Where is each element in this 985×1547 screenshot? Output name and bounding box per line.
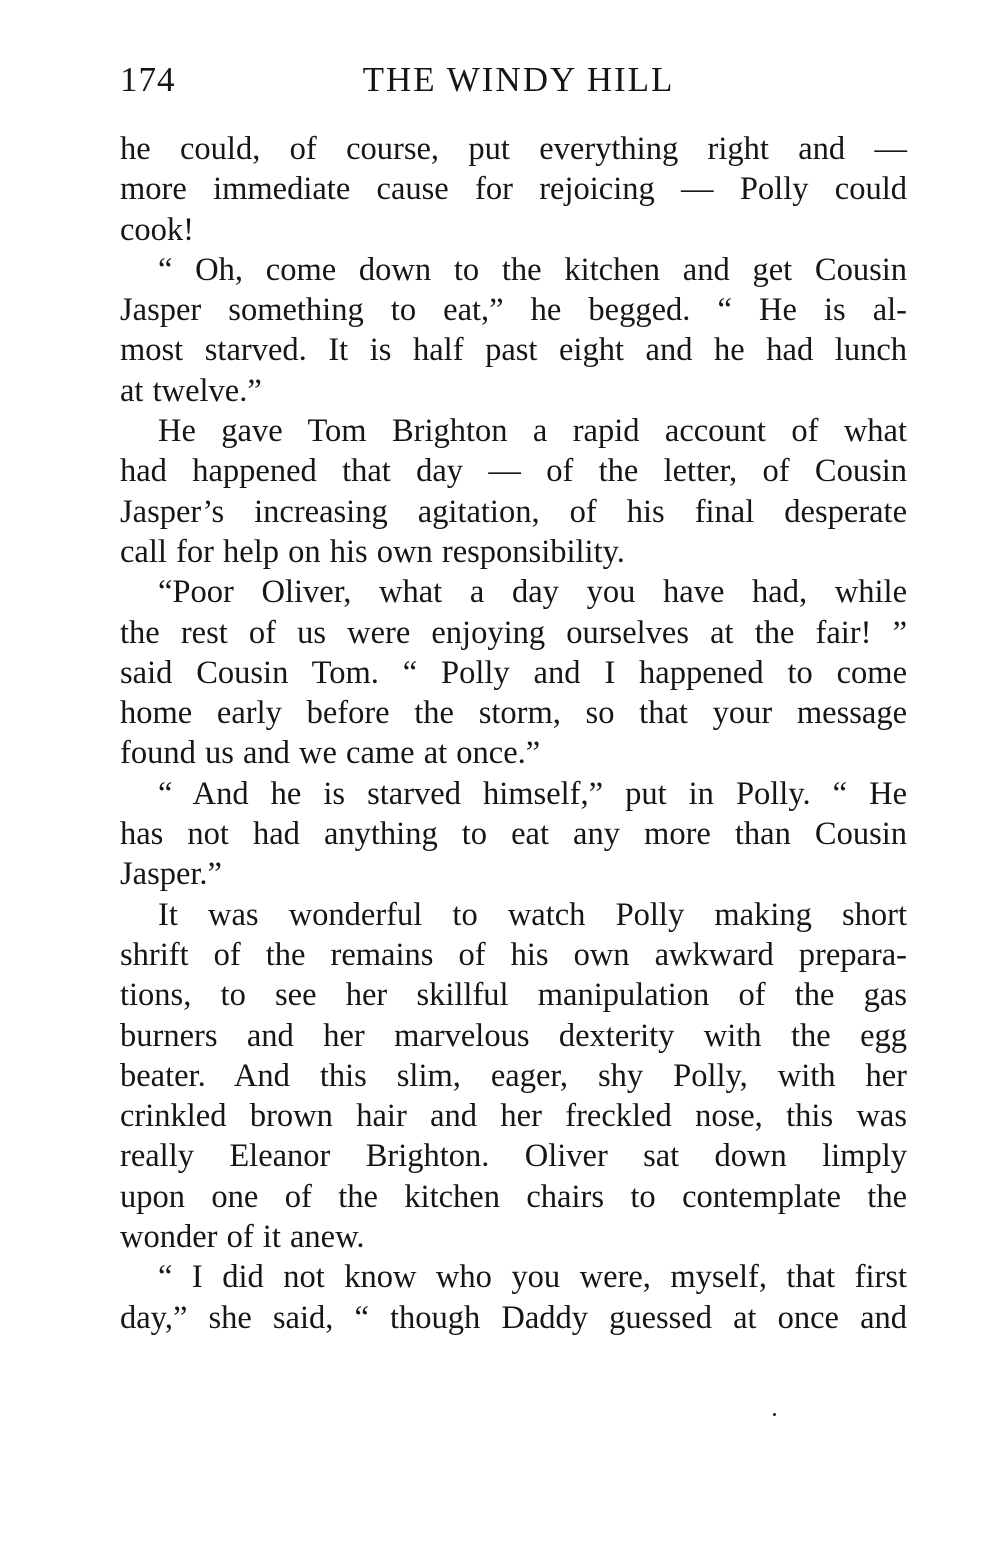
text-line: Jasper something to eat,” he begged. “ He is al- — [120, 292, 907, 329]
text-line: he could, of course, put everything right and — — [120, 131, 907, 167]
page-number: 174 — [120, 60, 176, 99]
text-line: most starved. It is half past eight and he had lunch — [120, 332, 907, 369]
text-line: really Eleanor Brighton. Oliver sat down limply — [120, 1138, 907, 1175]
text-line: Jasper’s increasing agitation, of his final desperate — [120, 493, 907, 530]
text-line: burners and her marvelous dexterity with the egg — [120, 1017, 907, 1054]
running-title: THE WINDY HILL — [362, 60, 675, 99]
text-line: shrift of the remains of his own awkward prepara- — [120, 936, 907, 973]
text-line: crinkled brown hair and her freckled nose, this was — [120, 1098, 907, 1135]
text-line: “ Oh, come down to the kitchen and get Cousin — [158, 251, 907, 288]
print-speck — [773, 1413, 776, 1416]
text-line: He gave Tom Brighton a rapid account of what — [158, 413, 907, 450]
text-line: found us and we came at once.” — [120, 735, 541, 772]
text-line: Jasper.” — [120, 856, 222, 893]
text-line: said Cousin Tom. “ Polly and I happened to come — [120, 654, 907, 691]
text-line: more immediate cause for rejoicing — Polly could — [120, 171, 907, 208]
text-line: home early before the storm, so that your message — [120, 695, 907, 732]
text-line: cook! — [120, 211, 194, 248]
text-line: the rest of us were enjoying ourselves at the fair! ” — [120, 614, 907, 651]
text-line: “Poor Oliver, what a day you have had, while — [158, 574, 907, 611]
text-line: day,” she said, “ though Daddy guessed at once and — [120, 1299, 907, 1336]
text-line: wonder of it anew. — [120, 1219, 365, 1256]
text-line: beater. And this slim, eager, shy Polly, with her — [120, 1057, 907, 1094]
text-line: at twelve.” — [120, 372, 262, 409]
text-line: “ And he is starved himself,” put in Polly. “ He — [158, 775, 907, 812]
text-line: upon one of the kitchen chairs to contemplate the — [120, 1178, 907, 1215]
text-line: tions, to see her skillful manipulation of the gas — [120, 977, 907, 1014]
text-line: has not had anything to eat any more than Cousin — [120, 816, 907, 853]
text-line: call for help on his own responsibility. — [120, 533, 625, 570]
body-text — [120, 129, 907, 1338]
text-line: “ I did not know who you were, myself, that first — [158, 1259, 907, 1296]
text-line: had happened that day — of the letter, of Cousin — [120, 453, 907, 490]
text-line: It was wonderful to watch Polly making short — [158, 896, 907, 933]
running-header — [120, 58, 907, 102]
